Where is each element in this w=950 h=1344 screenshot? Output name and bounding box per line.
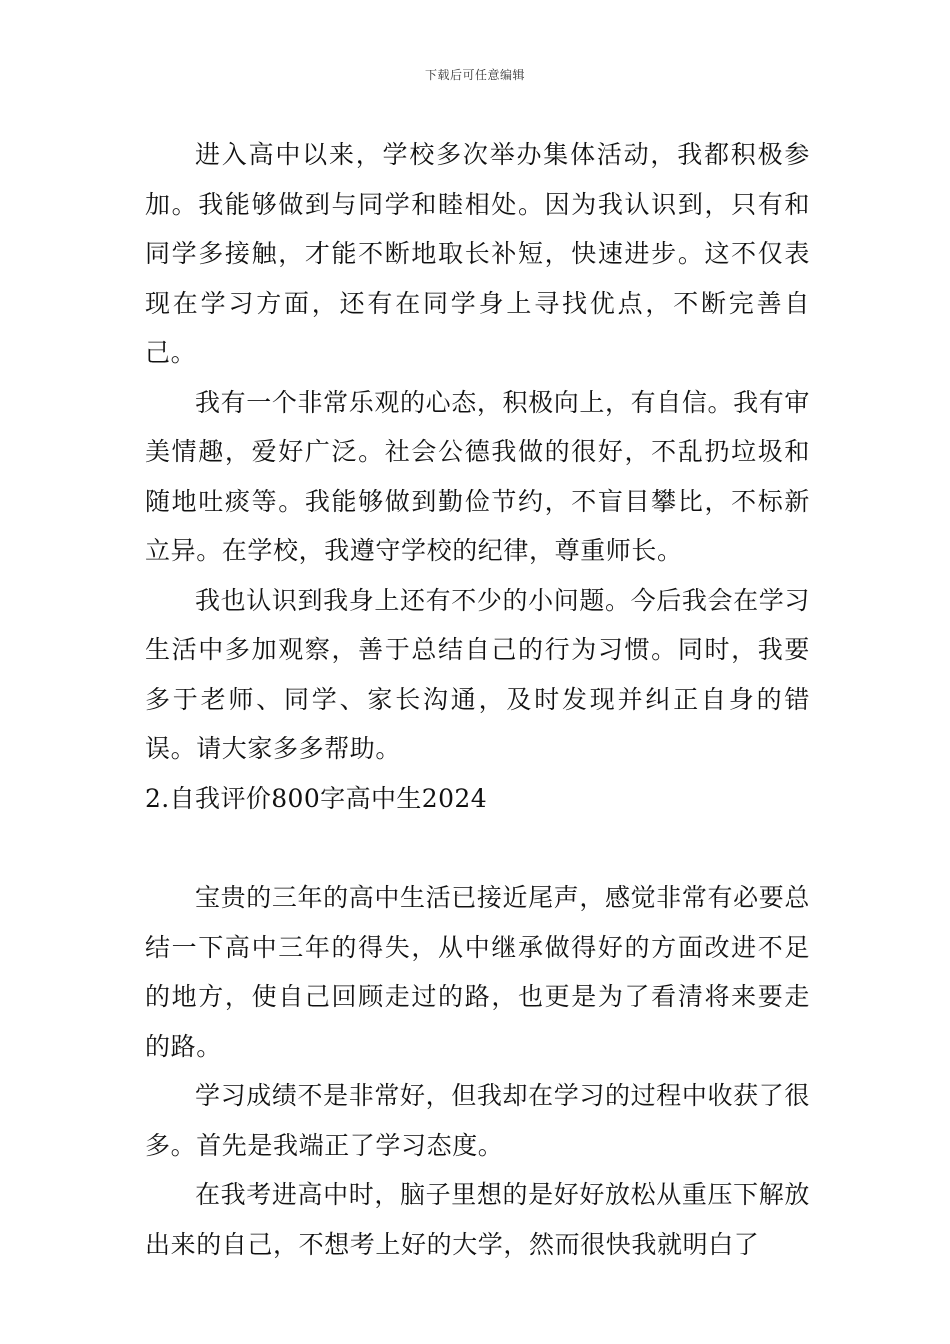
paragraph: 宝贵的三年的高中生活已接近尾声，感觉非常有必要总结一下高中三年的得失，从中继承做得好的方面改进不足的地方，使自己回顾走过的路，也更是为了看清将来要走的路。 <box>145 883 810 1061</box>
blank-line <box>145 823 810 873</box>
paragraph: 在我考进高中时，脑子里想的是好好放松从重压下解放出来的自己，不想考上好的大学，然而很快我就明白了 <box>145 1180 810 1259</box>
paragraph: 我也认识到我身上还有不少的小问题。今后我会在学习生活中多加观察，善于总结自己的行为习惯。同时，我要多于老师、同学、家长沟通，及时发现并纠正自身的错误。请大家多多帮助。 <box>145 585 810 763</box>
page-header: 下载后可任意编辑 <box>424 68 525 82</box>
document-body <box>145 130 810 1269</box>
section-heading: 2.自我评价800字高中生2024 <box>145 783 487 813</box>
paragraph: 学习成绩不是非常好，但我却在学习的过程中收获了很多。首先是我端正了学习态度。 <box>145 1081 810 1160</box>
paragraph: 我有一个非常乐观的心态，积极向上，有自信。我有审美情趣，爱好广泛。社会公德我做的很好，不乱扔垃圾和随地吐痰等。我能够做到勤俭节约，不盲目攀比，不标新立异。在学校，我遵守学校的纪律，尊重师长。 <box>145 387 810 565</box>
paragraph: 进入高中以来，学校多次举办集体活动，我都积极参加。我能够做到与同学和睦相处。因为我认识到，只有和同学多接触，才能不断地取长补短，快速进步。这不仅表现在学习方面，还有在同学身上寻找优点，不断完善自己。 <box>145 140 810 367</box>
